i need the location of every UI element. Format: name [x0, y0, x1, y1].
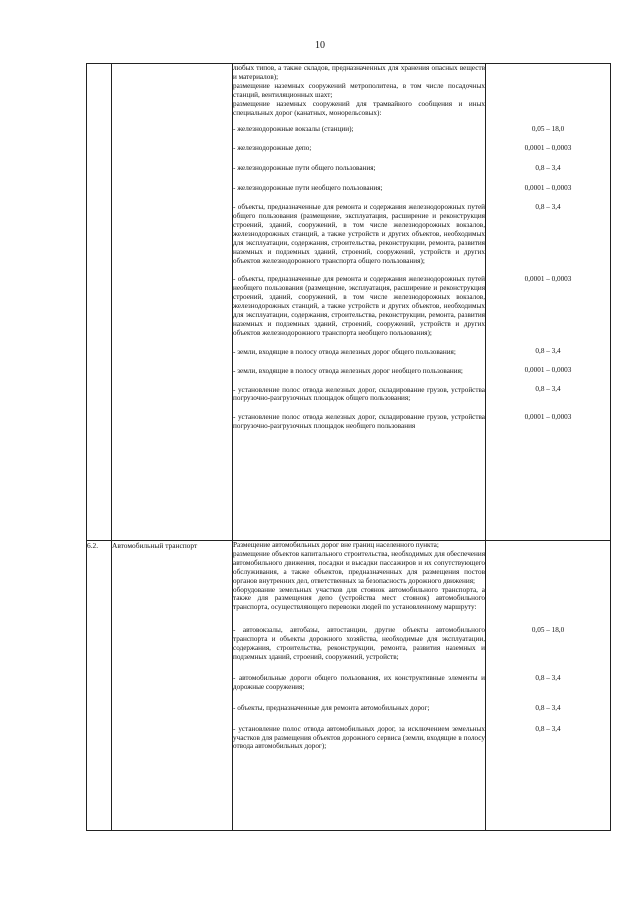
entry-text: - установление полос отвода железных дорог, складирование грузов, устройства погрузочно-разгрузочных площадок общего пользования;: [233, 385, 485, 403]
entry-text: - объекты, предназначенные для ремонта и содержания железнодорожных путей общего пользования (размещение, эксплуатация, расширение и реконструкция строений, зданий, сооружений, в том числе железнодорожных вокзалов, железнодорожных станций, а также устройств и других объектов, необходимых для эксплуатации, содержания, строительства, реконструкции, ремонта, развития наземных и подземных зданий, строений, сооружений, устройств и других объектов железнодорожного транспорта общего пользования);: [233, 203, 485, 265]
entry-value: 0,0001 – 0,0003: [524, 184, 572, 192]
entry-value: 0,8 – 3,4: [535, 385, 561, 393]
entry-text: - железнодорожные пути необщего пользования;: [233, 184, 383, 193]
entry-value: 0,0001 – 0,0003: [524, 275, 572, 283]
entry-value: 0,05 – 18,0: [531, 626, 565, 634]
entry-text: - автомобильные дороги общего пользования, их конструктивные элементы и дорожные сооружения;: [233, 673, 485, 691]
page-number: 10: [315, 40, 325, 51]
entry-text: - объекты, предназначенные для ремонта и содержания железнодорожных путей необщего пользования (размещение, эксплуатация, расширение и реконструкция строений, зданий, сооружений, в том числе железнодорожных вокзалов, железнодорожных станций, а также устройств и других объектов, необходимых для эксплуатации, содержания, строительства, реконструкции, ремонта, развития наземных и подземных зданий, строений, сооружений, устройств и других объектов железнодорожного транспорта необщего пользования);: [233, 275, 485, 337]
value-cell: [486, 541, 611, 831]
entry-value: 0,8 – 3,4: [535, 203, 561, 211]
entry-value: 0,0001 – 0,0003: [524, 413, 572, 421]
value-cell: [486, 64, 611, 541]
entry-text: - земли, входящие в полосу отвода железных дорог общего пользования;: [233, 347, 456, 356]
land-use-type-cell: [112, 64, 233, 541]
entry-value: 0,8 – 3,4: [535, 704, 561, 712]
description-cell: [233, 64, 486, 541]
entry-value: 0,8 – 3,4: [535, 164, 561, 172]
entry-text: - железнодорожные вокзалы (станции);: [233, 125, 354, 134]
entry-text: Размещение автомобильных дорог вне границ населенного пункта; размещение объектов капитального строительства, необходимых для обеспечения автомобильного движения, посадки и высадки пассажиров и их сопутствующего обслуживания, а также объектов, предназначенных для размещения постов органов внутренних дел, ответственных за безопасность дорожного движения; оборудование земельных участков для стоянок автомобильного транспорта, а также для размещения депо (устройства мест стоянок) автомобильного транспорта, осуществляющего перевозки людей по установленному маршруту:: [233, 541, 485, 612]
row-number-cell: [87, 64, 112, 541]
entry-text: - установление полос отвода автомобильных дорог, за исключением земельных участков для размещения объектов дорожного сервиса (земли, входящие в полосу отвода автомобильных дорог);: [233, 724, 485, 751]
entry-text: - объекты, предназначенные для ремонта автомобильных дорог;: [233, 703, 430, 712]
entry-text: - железнодорожные депо;: [233, 144, 312, 153]
entry-value: 0,05 – 18,0: [531, 125, 565, 133]
entry-value: 0,0001 – 0,0003: [524, 144, 572, 152]
entry-text: - железнодорожные пути общего пользования;: [233, 164, 376, 173]
entry-value: 0,8 – 3,4: [535, 674, 561, 682]
entry-value: 0,8 – 3,4: [535, 347, 561, 355]
land-use-table: [86, 63, 611, 831]
entry-text: - установление полос отвода железных дорог, складирование грузов, устройства погрузочно-разгрузочных площадок необщего пользования: [233, 413, 485, 431]
entry-text: - автовокзалы, автобазы, автостанции, другие объекты автомобильного транспорта и объекты дорожного хозяйства, необходимые для эксплуатации, содержания, строительства, реконструкции, ремонта, развития наземных и подземных зданий, строений, сооружений, устройств;: [233, 626, 485, 661]
row-number-cell: 6.2.: [87, 541, 112, 831]
description-cell: [233, 541, 486, 831]
entry-value: 0,8 – 3,4: [535, 725, 561, 733]
entry-text: любых типов, а также складов, предназначенных для хранения опасных веществ и материалов); размещение наземных сооружений метрополитена, в том числе посадочных станций, вентиляционных шахт; размещение наземных сооружений для трамвайного сообщения и иных специальных дорог (канатных, монорельсовых):: [233, 64, 485, 117]
land-use-type-cell: Автомобильный транспорт: [112, 541, 233, 831]
table-row: [87, 64, 611, 541]
entry-value: 0,0001 – 0,0003: [524, 366, 572, 374]
entry-text: - земли, входящие в полосу отвода железных дорог необщего пользования;: [233, 366, 463, 375]
table-row: [87, 541, 611, 831]
